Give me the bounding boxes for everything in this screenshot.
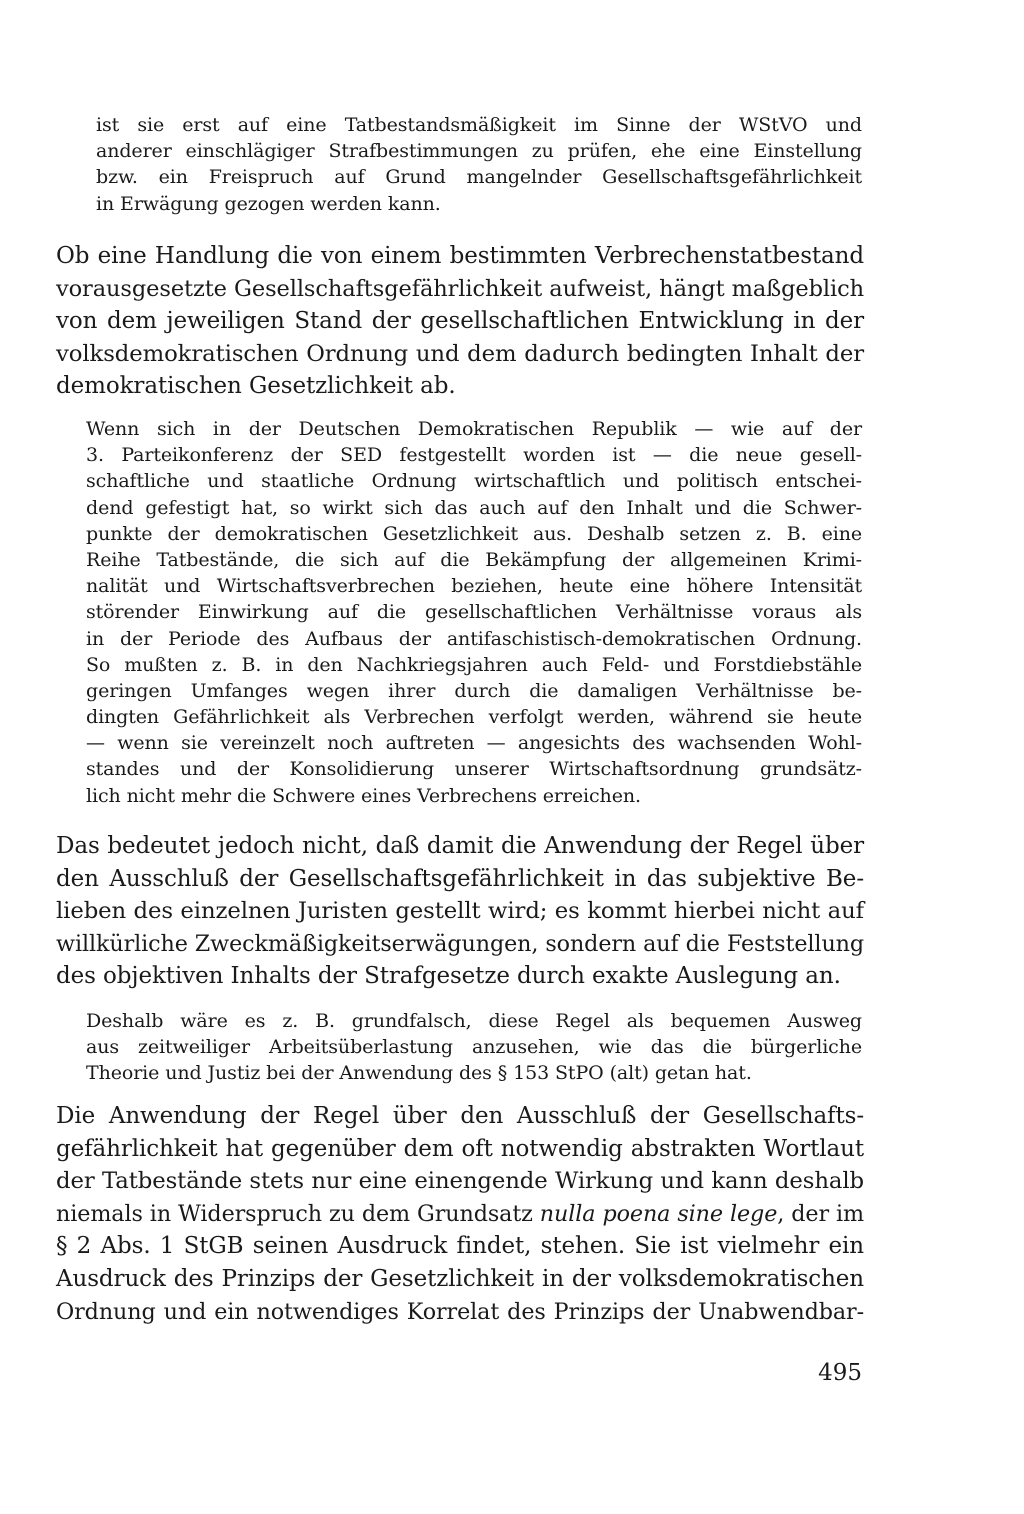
text-line: nalität und Wirtschaftsverbrechen beziehen, heute eine höhere Intensität: [86, 575, 862, 598]
text-line: Reihe Tatbestände, die sich auf die Bekämpfung der allgemeinen Krimi-: [86, 548, 862, 571]
text-line: der Tatbestände stets nur eine einengende Wirkung und kann deshalb: [56, 1168, 864, 1195]
paragraph-small-3: [86, 1008, 862, 1087]
text-line: § 2 Abs. 1 StGB seinen Ausdruck findet, stehen. Sie ist vielmehr ein: [56, 1233, 864, 1260]
text-line: Ob eine Handlung die von einem bestimmten Verbrechenstatbestand: [56, 243, 864, 269]
text-line: So mußten z. B. in den Nachkriegsjahren auch Feld- und Forstdiebstähle: [86, 653, 862, 676]
text-line: vorausgesetzte Gesellschaftsgefährlichkeit aufweist, hängt maßgeblich: [56, 275, 864, 302]
text-line: des objektiven Inhalts der Strafgesetze durch exakte Auslegung an.: [56, 963, 841, 990]
text-line: schaftliche und staatliche Ordnung wirtschaftlich und politisch entschei-: [86, 470, 862, 493]
text-line: 3. Parteikonferenz der SED festgestellt worden ist — die neue gesell-: [86, 444, 862, 467]
text-line: Deshalb wäre es z. B. grundfalsch, diese Regel als bequemen Ausweg: [86, 1010, 862, 1032]
text-line: Ordnung und ein notwendiges Korrelat des Prinzips der Unabwendbar-: [56, 1298, 864, 1325]
paragraph-small-2: [86, 416, 862, 809]
text-line: standes und der Konsolidierung unserer Wirtschaftsordnung grundsätz-: [86, 758, 862, 781]
text-line: willkürliche Zweckmäßigkeitserwägungen, sondern auf die Feststellung: [56, 930, 865, 957]
text-line: gefährlichkeit hat gegenüber dem oft notwendig abstrakten Wortlaut: [56, 1135, 864, 1162]
text-line: störender Einwirkung auf die gesellschaftlichen Verhältnisse voraus als: [86, 601, 862, 624]
text-line: aus zeitweiliger Arbeitsüberlastung anzusehen, wie das die bürgerliche: [86, 1036, 862, 1059]
text-line: lieben des einzelnen Juristen gestellt wird; es kommt hierbei nicht auf: [56, 898, 864, 925]
text-line: Ausdruck des Prinzips der Gesetzlichkeit in der volksdemokratischen: [56, 1265, 864, 1292]
text-line: dingten Gefährlichkeit als Verbrechen verfolgt werden, während sie heute: [86, 706, 862, 729]
text-line: Theorie und Justiz bei der Anwendung des § 153 StPO (alt) getan hat.: [86, 1062, 752, 1085]
text-line: demokratischen Gesetzlichkeit ab.: [56, 373, 456, 400]
text-line: bzw. ein Freispruch auf Grund mangelnder Gesellschaftsgefährlichkeit: [96, 166, 862, 189]
text-line: anderer einschlägiger Strafbestimmungen zu prüfen, ehe eine Einstellung: [96, 140, 862, 163]
paragraph-small-1: [96, 112, 862, 217]
text-line: Das bedeutet jedoch nicht, daß damit die Anwendung der Regel über: [56, 833, 864, 859]
text-line: dend gefestigt hat, so wirkt sich das auch auf den Inhalt und die Schwer-: [86, 496, 862, 519]
text-line: niemals in Widerspruch zu dem Grundsatz nulla poena sine lege, der im: [56, 1200, 864, 1227]
text-line: den Ausschluß der Gesellschaftsgefährlichkeit in das subjektive Be-: [56, 865, 864, 892]
text-line: volksdemokratischen Ordnung und dem dadurch bedingten Inhalt der: [56, 340, 864, 367]
text-line: Wenn sich in der Deutschen Demokratischen Republik — wie auf der: [86, 418, 862, 440]
text-line: geringen Umfanges wegen ihrer durch die damaligen Verhältnisse be-: [86, 679, 862, 702]
text-line: — wenn sie vereinzelt noch auftreten — angesichts des wachsenden Wohl-: [86, 732, 862, 755]
paragraph-main-1: [56, 240, 864, 403]
text-line: ist sie erst auf eine Tatbestandsmäßigkeit im Sinne der WStVO und: [96, 114, 862, 136]
italic-phrase: nulla poena sine lege: [539, 1200, 778, 1227]
text-line: punkte der demokratischen Gesetzlichkeit aus. Deshalb setzen z. B. eine: [86, 522, 862, 545]
paragraph-main-2: [56, 830, 864, 993]
paragraph-main-3: [56, 1100, 864, 1328]
text-line: in der Periode des Aufbaus der antifaschistisch-demokratischen Ordnung.: [86, 627, 862, 650]
text-line: in Erwägung gezogen werden kann.: [96, 192, 441, 215]
text-line: Die Anwendung der Regel über den Ausschluß der Gesellschafts-: [56, 1103, 864, 1129]
text-line: von dem jeweiligen Stand der gesellschaftlichen Entwicklung in der: [56, 308, 864, 335]
text-line: lich nicht mehr die Schwere eines Verbrechens erreichen.: [86, 784, 641, 807]
page-number: 495: [818, 1360, 862, 1386]
